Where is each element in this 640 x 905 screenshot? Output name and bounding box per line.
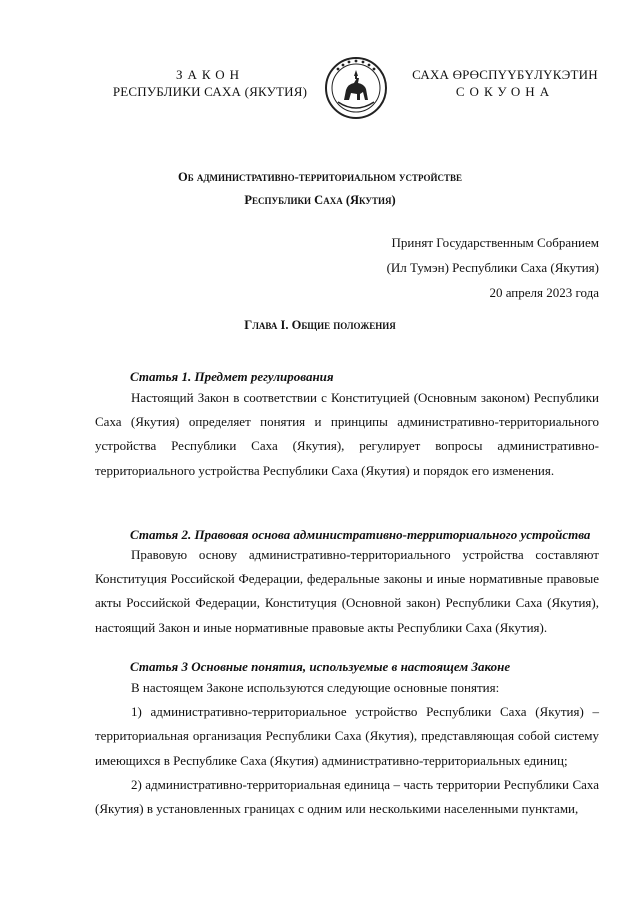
adoption-date: 20 апреля 2023 года [489,285,599,300]
article2-title: Статья 2. Правовая основа административно-территориального устройства [130,527,591,542]
law-title-line1: Об административно-территориальном устройстве [178,170,462,184]
article3-item2: 2) административно-территориальная единица – часть территории Республики Саха (Якутия) в установленных границах с одним или несколькими населенными пунктами, [95,776,599,817]
article3-text [95,676,599,821]
article1-paragraph: Настоящий Закон в соответствии с Конституцией (Основным законом) Республики Саха (Якутия) определяет понятия и принципы административно-территориального устройства Республики Саха (Якутия), регулирует вопросы административно-территориального устройства Республики Саха (Якутия) и порядок его изменения. [95,390,599,478]
article2-paragraph: Правовую основу административно-территориального устройства составляют Конституция Российской Федерации, федеральные законы и иные нормативные правовые акты Российской Федерации, Конституция (Основной закон) Республики Саха (Якутия), настоящий Закон и иные нормативные правовые акты Республики Саха (Якутия). [95,547,599,635]
article3-intro: В настоящем Законе используются следующие основные понятия: [131,680,500,695]
article2-text [95,543,599,640]
article3-title: Статья 3 Основные понятия, используемые в настоящем Законе [130,659,511,674]
header-right-line1: САХА ӨРӨСПҮҮБҮЛҮКЭТИН [412,67,598,82]
header-republic-name: РЕСПУБЛИКИ САХА (ЯКУТИЯ) [112,84,308,99]
article1-title: Статья 1. Предмет регулирования [130,369,334,384]
law-title-line2: Республики Саха (Якутия) [244,193,396,207]
adoption-block [387,230,599,305]
header-right-line2: СОКУОНА [455,84,555,99]
header-right [410,66,600,100]
header-law-word: ЗАКОН [175,67,245,82]
adoption-line2: (Ил Тумэн) Республики Саха (Якутия) [386,260,599,275]
adoption-line1: Принят Государственным Собранием [391,235,599,250]
coat-of-arms-emblem [324,56,388,120]
article1-text [95,386,599,483]
article3-item1: 1) административно-территориальное устройство Республики Саха (Якутия) – территориальная организация Республики Саха (Якутия), представляющая собой систему имеющихся в Республике Саха (Якутия) административно-территориальных единиц; [95,704,599,768]
chapter-heading: Глава I. Общие положения [244,318,396,332]
header-left [110,66,310,100]
